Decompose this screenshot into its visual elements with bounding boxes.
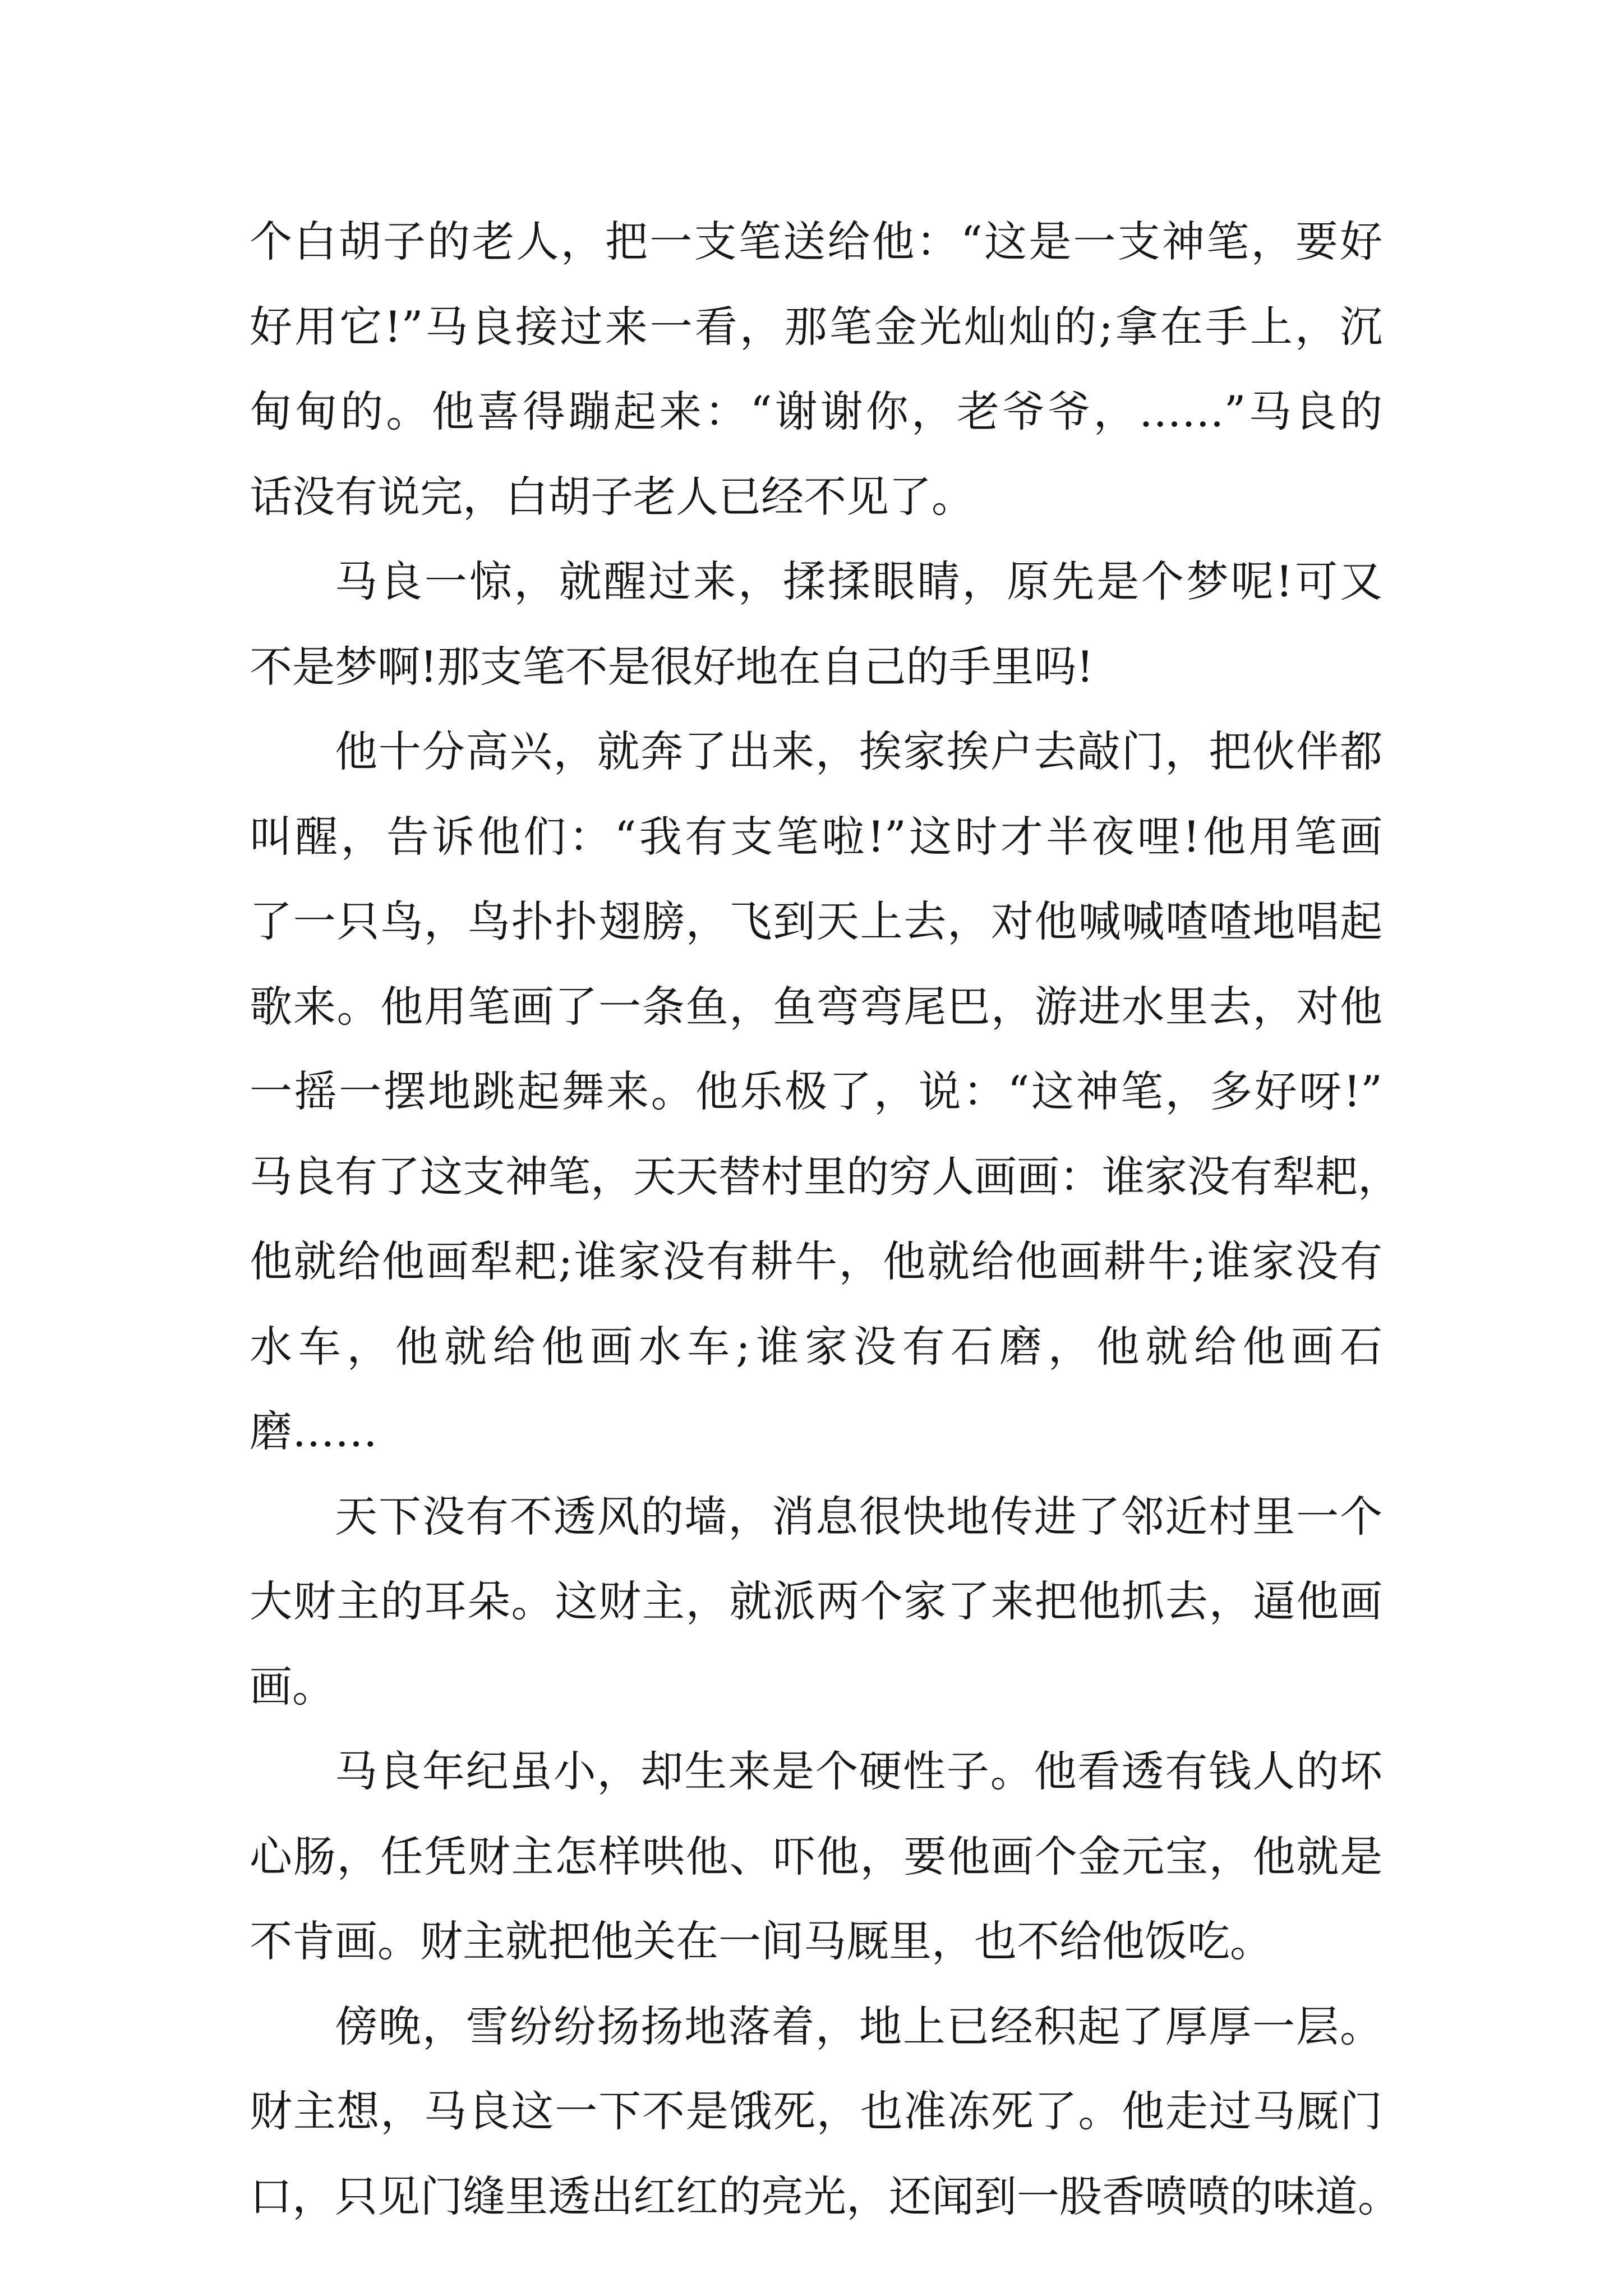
text-line: 马良有了这支神笔，天天替村里的穷人画画：谁家没有犁耙， [250,1151,1400,1202]
text-line: 水车，他就给他画水车;谁家没有石磨，他就给他画石 [250,1321,1382,1372]
text-line: 磨…… [250,1406,377,1456]
text-line: 天下没有不透风的墙，消息很快地传进了邻近村里一个 [335,1491,1382,1542]
text-line: 大财主的耳朵。这财主，就派两个家了来把他抓去，逼他画 [250,1576,1382,1626]
text-line: 画。 [250,1661,335,1711]
text-line: 马良一惊，就醒过来，揉揉眼睛，原先是个梦呢!可又 [335,556,1382,606]
text-line: 不肯画。财主就把他关在一间马厩里，也不给他饭吃。 [250,1916,1272,1966]
text-line: 甸甸的。他喜得蹦起来：“谢谢你，老爷爷，……”马良的 [250,386,1382,436]
text-line: 一摇一摆地跳起舞来。他乐极了，说：“这神笔，多好呀!” [250,1066,1382,1116]
text-line: 不是梦啊!那支笔不是很好地在自己的手里吗! [250,641,1094,692]
text-line: 他就给他画犁耙;谁家没有耕牛，他就给他画耕牛;谁家没有 [250,1236,1382,1286]
text-line: 心肠，任凭财主怎样哄他、吓他，要他画个金元宝，他就是 [250,1831,1382,1881]
text-line: 个白胡子的老人，把一支笔送给他：“这是一支神笔，要好 [250,217,1382,266]
story-text [250,199,1400,2239]
text-line: 他十分高兴，就奔了出来，挨家挨户去敲门，把伙伴都 [335,726,1382,776]
text-line: 叫醒，告诉他们：“我有支笔啦!”这时才半夜哩!他用笔画 [250,811,1382,862]
text-line: 歌来。他用笔画了一条鱼，鱼弯弯尾巴，游进水里去，对他 [250,981,1382,1032]
text-line: 了一只鸟，鸟扑扑翅膀，飞到天上去，对他喊喊喳喳地唱起 [250,896,1382,946]
text-line: 好用它!”马良接过来一看，那笔金光灿灿的;拿在手上，沉 [250,301,1382,352]
text-line: 话没有说完，白胡子老人已经不见了。 [250,471,974,522]
text-line: 财主想，马良这一下不是饿死，也准冻死了。他走过马厩门 [250,2086,1382,2136]
text-line: 马良年纪虽小，却生来是个硬性子。他看透有钱人的坏 [335,1746,1382,1796]
text-line: 傍晚，雪纷纷扬扬地落着，地上已经积起了厚厚一层。 [335,2001,1382,2051]
text-line: 口，只见门缝里透出红红的亮光，还闻到一股香喷喷的味道。 [250,2171,1400,2221]
